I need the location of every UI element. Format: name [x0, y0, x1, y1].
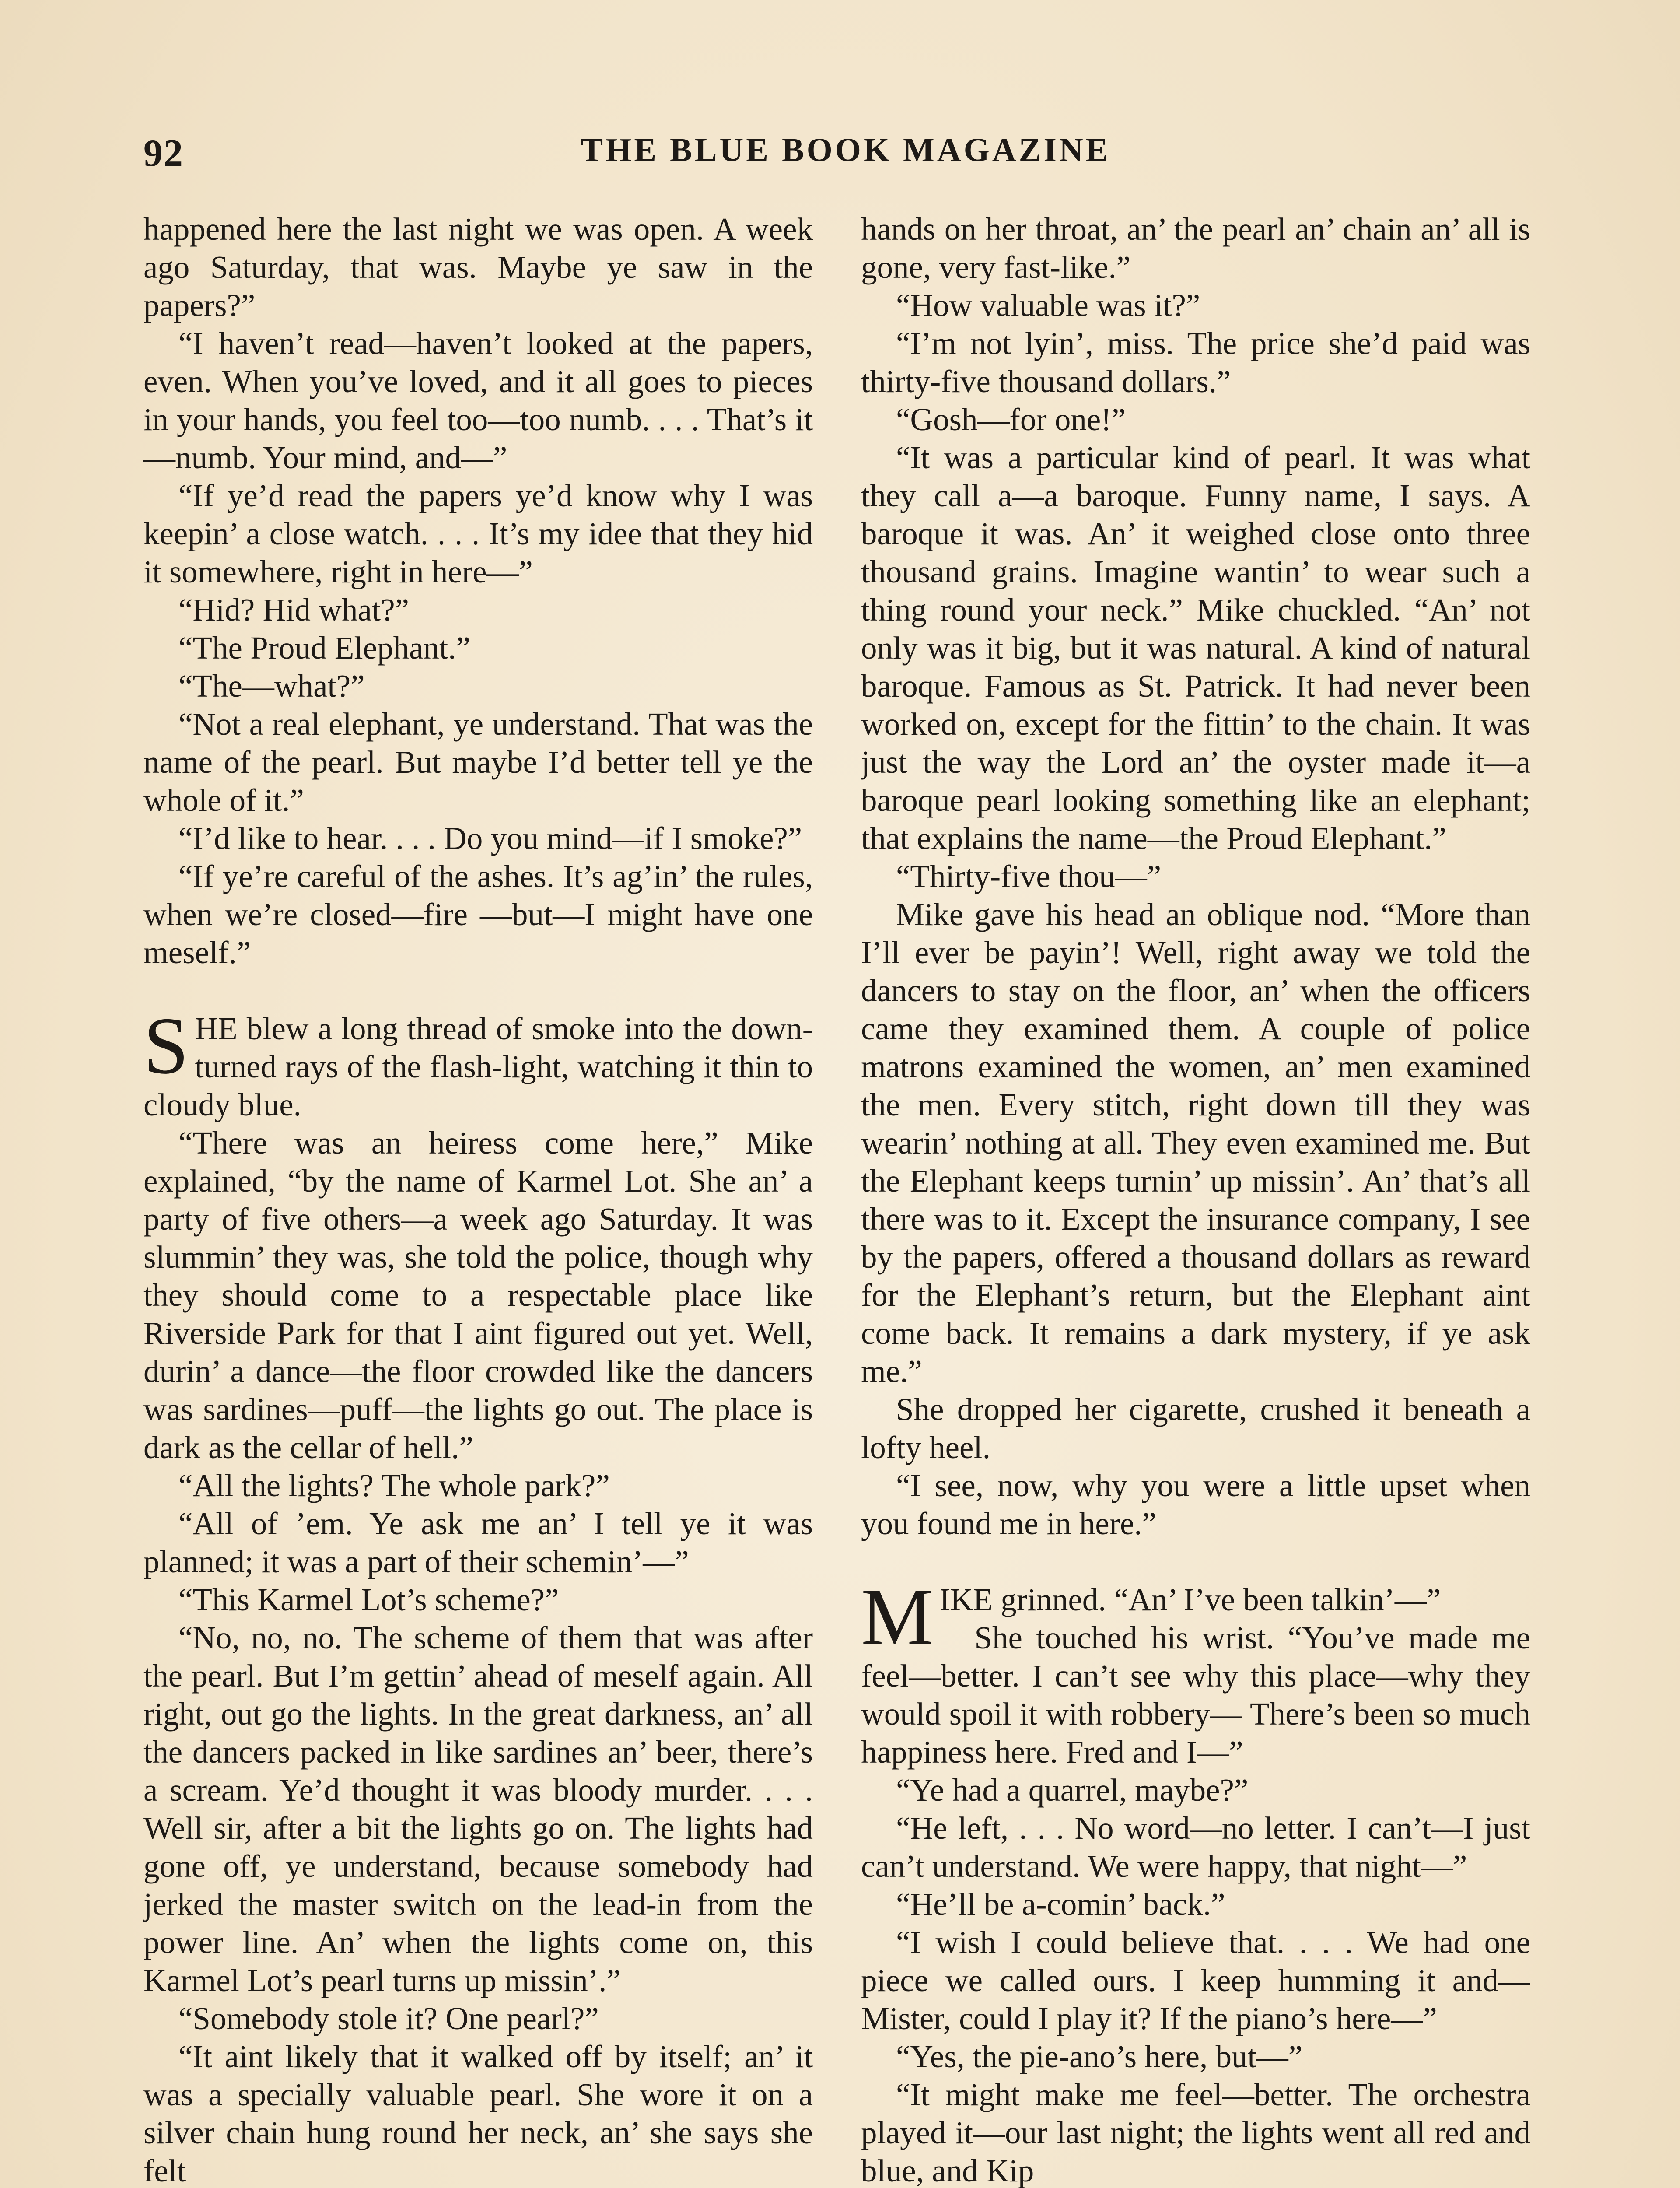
paragraph: [861, 210, 1530, 286]
paragraph-text: “All the lights? The whole park?”: [178, 1468, 610, 1503]
paragraph: [861, 2037, 1530, 2076]
paragraph: [144, 591, 813, 629]
paragraph: [144, 1999, 813, 2037]
paragraph: [144, 1124, 813, 1466]
paragraph-text: “This Karmel Lot’s scheme?”: [178, 1582, 559, 1617]
section-start-paragraph: [861, 1572, 1530, 1662]
paragraph-text: “There was an heiress come here,” Mike explained, “by the name of Karmel Lot. She an’ a party of five others—a week ago Saturday. It was slummin’ they was, she told the police, though why they should come to a respectable place like Riverside Park for that I aint figured out yet. Well, durin’ a dance—the floor crowded like the dancers was sardines—puff—the lights go out. The place is dark as the cellar of hell.”: [144, 1125, 813, 1465]
paragraph: [144, 2037, 813, 2188]
paragraph-text: HE blew a long thread of smoke into the down-turned rays of the flash-light, watching it thin to cloudy blue.: [144, 1011, 813, 1122]
paragraph: [861, 438, 1530, 857]
paragraph: [861, 324, 1530, 400]
paragraph-text: “The—what?”: [178, 668, 365, 704]
paragraph: [144, 324, 813, 477]
page-header: [144, 131, 1548, 179]
paragraph-text: “How valuable was it?”: [896, 288, 1200, 323]
paragraph: [861, 1466, 1530, 1543]
drop-cap-initial: M: [861, 1572, 934, 1662]
drop-cap-initial: S: [144, 1001, 189, 1091]
paragraph-text: happened here the last night we was open. A week ago Saturday, that was. Maybe ye saw in the papers?”: [144, 211, 813, 323]
paragraph: [861, 286, 1530, 324]
paragraph-text: “He’ll be a-comin’ back.”: [896, 1886, 1225, 1922]
paragraph: [144, 1581, 813, 1619]
section-start-paragraph: [144, 1001, 813, 1124]
paragraph-text: “All of ’em. Ye ask me an’ I tell ye it was planned; it was a part of their schemin’—”: [144, 1506, 813, 1579]
paragraph: [144, 857, 813, 971]
paragraph: [861, 2076, 1530, 2188]
paragraph-text: She dropped her cigarette, crushed it beneath a lofty heel.: [861, 1392, 1530, 1465]
paragraph-text: “Thirty-five thou—”: [896, 859, 1162, 894]
paragraph-text: “I haven’t read—haven’t looked at the papers, even. When you’ve loved, and it all goes to pieces in your hands, you feel too—too numb. . . . That’s it—numb. Your mind, and—”: [144, 326, 813, 475]
paragraph: [144, 210, 813, 324]
paragraph-text: “I’d like to hear. . . . Do you mind—if I smoke?”: [178, 820, 802, 856]
magazine-title: THE BLUE BOOK MAGAZINE: [581, 132, 1111, 168]
paragraph-text: “Ye had a quarrel, maybe?”: [896, 1772, 1249, 1808]
paragraph: [861, 1771, 1530, 1809]
paragraph-text: “Hid? Hid what?”: [178, 592, 410, 628]
paragraph: [144, 629, 813, 667]
paragraph-text: “It aint likely that it walked off by itself; an’ it was a specially valuable pearl. She wore it on a silver chain hung round her neck, an’ she says she felt: [144, 2039, 813, 2188]
paragraph: [144, 477, 813, 591]
paragraph-text: “If ye’d read the papers ye’d know why I was keepin’ a close watch. . . . It’s my idee that they hid it somewhere, right in here—”: [144, 478, 813, 589]
paragraph-text: Mike gave his head an oblique nod. “More than I’ll ever be payin’! Well, right away we told the dancers to stay on the floor, an’ when the officers came they examined them. A couple of police matrons examined the women, an’ men examined the men. Every stitch, right down till they was wearin’ nothing at all. They even examined me. But the Elephant keeps turnin’ up missin’. An’ that’s all there was to it. Except the insurance company, I see by the papers, offered a thousand dollars as reward for the Elephant’s return, but the Elephant aint come back. It remains a dark mystery, if ye ask me.”: [861, 897, 1530, 1389]
paragraph-text: “I see, now, why you were a little upset when you found me in here.”: [861, 1468, 1530, 1541]
paragraph: [861, 1885, 1530, 1923]
paragraph-text: “Not a real elephant, ye understand. That was the name of the pearl. But maybe I’d better tell ye the whole of it.”: [144, 706, 813, 818]
paragraph: [144, 819, 813, 857]
paragraph-text: “Somebody stole it? One pearl?”: [178, 2001, 599, 2036]
paragraph-text: hands on her throat, an’ the pearl an’ chain an’ all is gone, very fast-like.”: [861, 211, 1530, 285]
paragraph-text: “No, no, no. The scheme of them that was after the pearl. But I’m gettin’ ahead of meself again. All right, out go the lights. In the great darkness, an’ all the dancers packed in like sardines an’ beer, there’s a scream. Ye’d thought it was bloody murder. . . . Well sir, after a bit the lights go on. The lights had gone off, ye understand, because somebody had jerked the master switch on the lead-in from the power line. An’ when the lights come on, this Karmel Lot’s pearl turns up missin’.”: [144, 1620, 813, 1998]
paragraph-text: She touched his wrist. “You’ve made me feel—better. I can’t see why this place—why they would spoil it with robbery— There’s been so much happiness here. Fred and I—”: [861, 1620, 1530, 1770]
paragraph: [144, 1504, 813, 1581]
right-column: [861, 210, 1530, 2188]
paragraph: [861, 1809, 1530, 1885]
paragraph: [861, 1390, 1530, 1466]
paragraph: [144, 667, 813, 705]
paragraph: [861, 857, 1530, 895]
paragraph: [144, 705, 813, 819]
paragraph-text: “Gosh—for one!”: [896, 402, 1126, 437]
paragraph-text: IKE grinned. “An’ I’ve been talkin’—”: [939, 1582, 1441, 1617]
paragraph-text: “The Proud Elephant.”: [178, 630, 470, 666]
paragraph-text: “If ye’re careful of the ashes. It’s ag’in’ the rules, when we’re closed—fire —but—I might have one meself.”: [144, 859, 813, 970]
paragraph-text: “Yes, the pie-ano’s here, but—”: [896, 2039, 1303, 2074]
page-number: 92: [144, 132, 184, 175]
paragraph: [144, 1619, 813, 1999]
paragraph-text: “It was a particular kind of pearl. It was what they call a—a baroque. Funny name, I says. A baroque it was. An’ it weighed close onto three thousand grains. Imagine wantin’ to wear such a thing round your neck.” Mike chuckled. “An’ not only was it big, but it was natural. A kind of natural baroque. Famous as St. Patrick. It had never been worked on, except for the fittin’ to the chain. It was just the way the Lord an’ the oyster made it—a baroque pearl looking something like an elephant; that explains the name—the Proud Elephant.”: [861, 440, 1530, 856]
paragraph-text: “He left, . . . No word—no letter. I can’t—I just can’t understand. We were happy, that night—”: [861, 1810, 1530, 1884]
paragraph: [861, 1619, 1530, 1771]
paragraph-text: “I’m not lyin’, miss. The price she’d paid was thirty-five thousand dollars.”: [861, 326, 1530, 399]
paragraph: [861, 1923, 1530, 2037]
paragraph: [861, 895, 1530, 1390]
paragraph-text: “It might make me feel—better. The orchestra played it—our last night; the lights went all red and blue, and Kip: [861, 2077, 1530, 2188]
left-column: [144, 210, 813, 2188]
paragraph-text: “I wish I could believe that. . . . We had one piece we called ours. I keep humming it and— Mister, could I play it? If the piano’s here—”: [861, 1925, 1530, 2036]
paragraph: [144, 1466, 813, 1504]
paragraph: [861, 400, 1530, 438]
